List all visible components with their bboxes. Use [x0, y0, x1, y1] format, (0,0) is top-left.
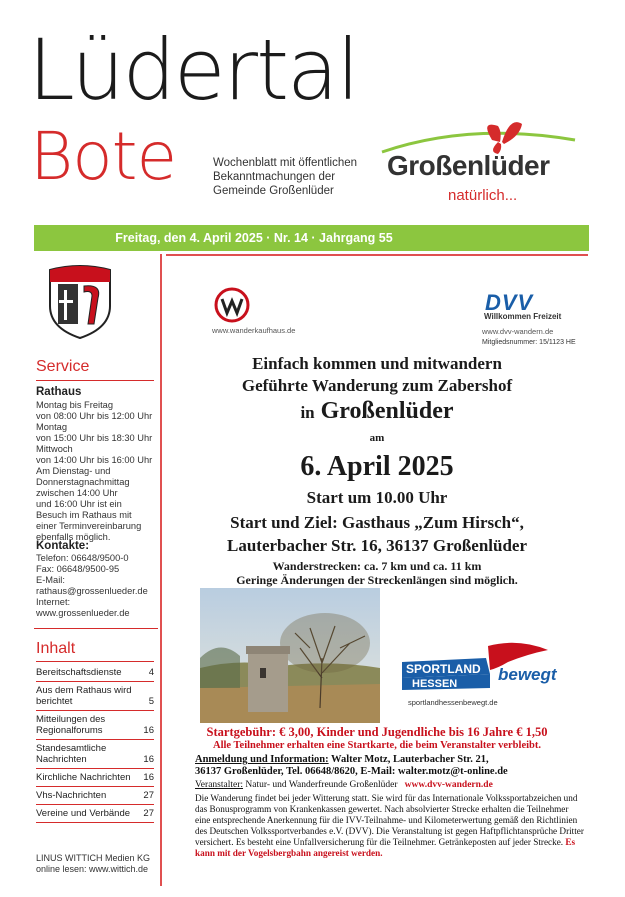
place-prefix: in: [300, 403, 315, 422]
route-lengths: Wanderstrecken: ca. 7 km und ca. 11 km: [272, 559, 482, 573]
poster-am: am: [369, 432, 385, 444]
wanderkaufhaus-logo-icon: [213, 287, 251, 323]
organizer-line: [195, 780, 585, 791]
route-note: Geringe Änderungen der Streckenlängen sind möglich.: [236, 573, 518, 587]
rathaus-heading: Rathaus: [36, 386, 82, 398]
toc-title: Bereitschaftsdienste: [36, 667, 122, 678]
tower-landscape-photo: [200, 588, 380, 723]
masthead-subtitle: Bote: [30, 118, 177, 195]
train-note: Es kann mit der Vogelsbergbahn angereist werden.: [195, 837, 576, 858]
rathaus-line: von 14:00 Uhr bis 16:00 Uhr: [36, 455, 153, 465]
toc-page: 16: [143, 772, 154, 783]
municipality-brand-sub: natürlich...: [448, 187, 518, 204]
toc-item[interactable]: [36, 805, 154, 823]
rathaus-line: Montag bis Freitag: [36, 400, 113, 410]
table-of-contents: [36, 664, 154, 823]
toc-title: Mitteilungen des Regionalforums: [36, 714, 106, 736]
kontakte-heading: Kontakte:: [36, 540, 90, 552]
internet-label: Internet:: [36, 597, 71, 607]
organizer-url[interactable]: www.dvv-wandern.de: [404, 780, 493, 790]
toc-title: Standesamtliche Nachrichten: [36, 743, 107, 765]
sidebar-divider: [160, 254, 162, 886]
toc-title: Vereine und Verbände: [36, 808, 131, 819]
place-name: Großenlüder: [320, 398, 454, 424]
email-label: E-Mail:: [36, 575, 65, 585]
rathaus-hours: [36, 400, 158, 543]
dvv-url: www.dvv-wandern.de: [482, 327, 554, 336]
dvv-logo: DVV: [485, 290, 534, 315]
toc-page: 5: [148, 696, 154, 707]
participants-note: Alle Teilnehmer erhalten eine Startkarte, die beim Veranstalter verbleibt.: [213, 740, 541, 751]
website-link[interactable]: www.grossenlueder.de: [36, 608, 130, 618]
sportland-shape-icon: [398, 640, 568, 698]
service-heading: Service: [36, 358, 90, 375]
toc-page: 27: [143, 808, 154, 819]
registration-label: Anmeldung und Information:: [195, 754, 329, 765]
rathaus-line: einer Terminvereinbarung: [36, 521, 142, 531]
bewegt-word: bewegt: [498, 665, 557, 684]
sidebar-section-divider: [34, 628, 158, 629]
start-address: Lauterbacher Str. 16, 36137 Großenlüder: [226, 536, 528, 555]
start-fee: Startgebühr: € 3,00, Kinder und Jugendliche bis 16 Jahre € 1,50: [206, 725, 548, 739]
inhalt-divider: [36, 661, 154, 662]
publisher-name: LINUS WITTICH Medien KG: [36, 853, 151, 863]
dvv-slogan: Willkommen Freizeit: [484, 312, 562, 321]
sportland-word: SPORTLAND: [406, 662, 481, 676]
poster-top-rule: [166, 254, 588, 256]
toc-item[interactable]: [36, 711, 154, 740]
registration-info: [195, 754, 585, 766]
toc-page: 27: [143, 790, 154, 801]
sportland-hessen-logo: [398, 640, 568, 707]
toc-item[interactable]: [36, 664, 154, 682]
start-time: Start um 10.00 Uhr: [306, 488, 448, 507]
poster-headline-1: Einfach kommen und mitwandern: [252, 354, 502, 373]
rathaus-line: Am Dienstag- und: [36, 466, 111, 476]
publisher-online[interactable]: online lesen: www.wittich.de: [36, 863, 149, 874]
registration-address: 36137 Großenlüder, Tel. 06648/8620, E-Mail: walter.motz@t-online.de: [195, 766, 508, 777]
event-details-text: [195, 793, 585, 859]
start-location: Start und Ziel: Gasthaus „Zum Hirsch“,: [230, 513, 524, 532]
toc-title: Vhs-Nachrichten: [36, 790, 107, 801]
registration-contact: Walter Motz, Lauterbacher Str. 21,: [328, 754, 489, 765]
email-link[interactable]: rathaus@grossenlueder.de: [36, 586, 148, 596]
masthead-title: Lüdertal: [28, 21, 358, 119]
rathaus-line: Montag: [36, 422, 68, 432]
rathaus-line: von 08:00 Uhr bis 12:00 Uhr: [36, 411, 153, 421]
member-number: Mitgliedsnummer: 15/1123 HE: [482, 339, 576, 346]
toc-title: Kirchliche Nachrichten: [36, 772, 131, 783]
organizer-name: Natur- und Wanderfreunde Großenlüder: [243, 780, 398, 790]
masthead-tagline: Wochenblatt mit öffentlichen Bekanntmachungen der Gemeinde Großenlüder: [213, 157, 358, 197]
event-date: 6. April 2025: [300, 451, 454, 482]
poster-place-line: [166, 398, 588, 425]
wanderkaufhaus-url: www.wanderkaufhaus.de: [212, 326, 296, 335]
toc-page: 16: [143, 725, 154, 736]
hessen-word: HESSEN: [412, 678, 458, 690]
toc-item[interactable]: [36, 740, 154, 769]
kontakte-block: [36, 553, 158, 619]
rathaus-line: Mittwoch: [36, 444, 73, 454]
organizer-label: Veranstalter:: [195, 780, 244, 790]
issue-info: Freitag, den 4. April 2025 · Nr. 14 · Jahrgang 55: [115, 231, 393, 245]
rathaus-line: zwischen 14:00 Uhr: [36, 488, 118, 498]
rathaus-line: ebenfalls möglich.: [36, 532, 111, 542]
phone-line: Telefon: 06648/9500-0: [36, 553, 129, 563]
toc-item[interactable]: [36, 769, 154, 787]
rathaus-line: Besuch im Rathaus mit: [36, 510, 132, 520]
sportland-url: sportlandhessenbewegt.de: [408, 698, 498, 707]
toc-title: Aus dem Rathaus wird berichtet: [36, 685, 132, 707]
publisher-footer: [36, 853, 160, 874]
coat-of-arms-icon: [46, 262, 114, 340]
toc-item[interactable]: [36, 787, 154, 805]
poster-headline-2: Geführte Wanderung zum Zabershof: [241, 376, 513, 395]
toc-item[interactable]: [36, 682, 154, 711]
service-divider: [36, 380, 154, 381]
toc-page: 4: [148, 667, 154, 678]
inhalt-heading: Inhalt: [36, 640, 76, 657]
event-details: Die Wanderung findet bei jeder Witterung statt. Sie wird für das Internationale Volkssportabzeichen und das Bonusprogramm von Krankenkassen gewertet. Nach absolvierter Strecke erhalten die Teilnehmer eine entsprechende Anerkennung für die IVV-Teilnahme- und Kilometerwertung gemäß den Richtlinien des Deutschen Volkssportverbandes e.V. (DVV). Die Veranstaltung ist gegen Haftpflichtansprüche Dritter versichert. Es besteht eine Unfallversicherung für die Teilnehmer. Getränkeposten auf jeder Strecke.: [195, 793, 584, 847]
municipality-brand: Großenlüder: [387, 150, 550, 181]
rathaus-line: Donnerstagnachmittag: [36, 477, 130, 487]
toc-page: 16: [143, 754, 154, 765]
fax-line: Fax: 06648/9500-95: [36, 564, 120, 574]
rathaus-line: von 15:00 Uhr bis 18:30 Uhr: [36, 433, 153, 443]
rathaus-line: und 16:00 Uhr ist ein: [36, 499, 122, 509]
